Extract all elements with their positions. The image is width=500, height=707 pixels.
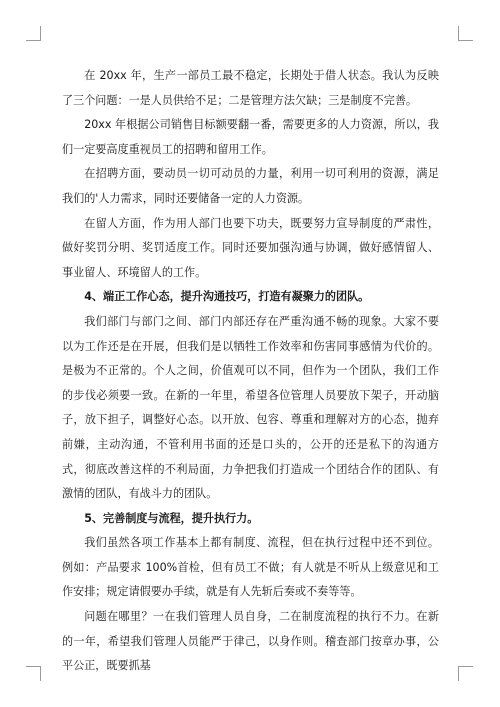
paragraph-recruitment: 在招聘方面，要动员一切可动员的力量，利用一切可利用的资源，满足我们的'人力需求，同时还要储备一定的人力资源。	[62, 167, 439, 205]
paragraph-staff-instability: 在 20xx 年，生产一部员工最不稳定，长期处于借人状态。我认为反映了三个问题：一是人员供给不足；二是管理方法欠缺；三是制度不完善。	[62, 69, 439, 107]
section-heading-4: 4、端正工作心态，提升沟通技巧，打造有凝聚力的团队。	[84, 290, 370, 304]
paragraph-execution: 我们虽然各项工作基本上都有制度、流程，但在执行过程中还不到位。例如：产品要求 100%首检，但有员工不做；有人就是不听从上级意见和工作安排；规定请假要办手续，就是有人先斩后奏或不奏等等。	[62, 536, 439, 599]
crop-mark-bottom-left	[26, 666, 41, 681]
paragraph-sales-target: 20xx 年根据公司销售目标额要翻一番，需要更多的人力资源，所以，我们一定要高度重视员工的招聘和留用工作。	[62, 118, 439, 156]
crop-mark-bottom-right	[458, 666, 473, 681]
section-heading-5: 5、完善制度与流程，提升执行力。	[84, 511, 259, 525]
paragraph-retention: 在留人方面，作为用人部门也要下功夫，既要努力宣导制度的严肃性，做好奖罚分明、奖罚适度工作。同时还要加强沟通与协调，做好感情留人、事业留人、环境留人的工作。	[62, 216, 439, 279]
paragraph-problem: 问题在哪里？一在我们管理人员自身，二在制度流程的执行不力。在新的一年，希望我们管理人员能严于律己，以身作则。稽查部门按章办事，公平公正，既要抓基	[62, 610, 439, 673]
document-body	[62, 64, 439, 679]
paragraph-communication: 我们部门与部门之间、部门内部还存在严重沟通不畅的现象。大家不要以为工作还是在开展，但我们是以牺牲工作效率和伤害同事感情为代价的。是极为不正常的。个人之间，价值观可以不同，但作为一个团队，我们工作的步伐必须要一致。在新的一年里，希望各位管理人员要放下架子，开动脑子，放下担子，调整好心态。以开放、包容、尊重和理解对方的心态，抛弃前嫌，主动沟通，不管利用书面的还是口头的，公开的还是私下的沟通方式，彻底改善这样的不利局面，力争把我们打造成一个团结合作的团队、有激情的团队，有战斗力的团队。	[62, 314, 439, 501]
crop-mark-top-right	[458, 26, 473, 41]
crop-mark-top-left	[26, 26, 41, 41]
